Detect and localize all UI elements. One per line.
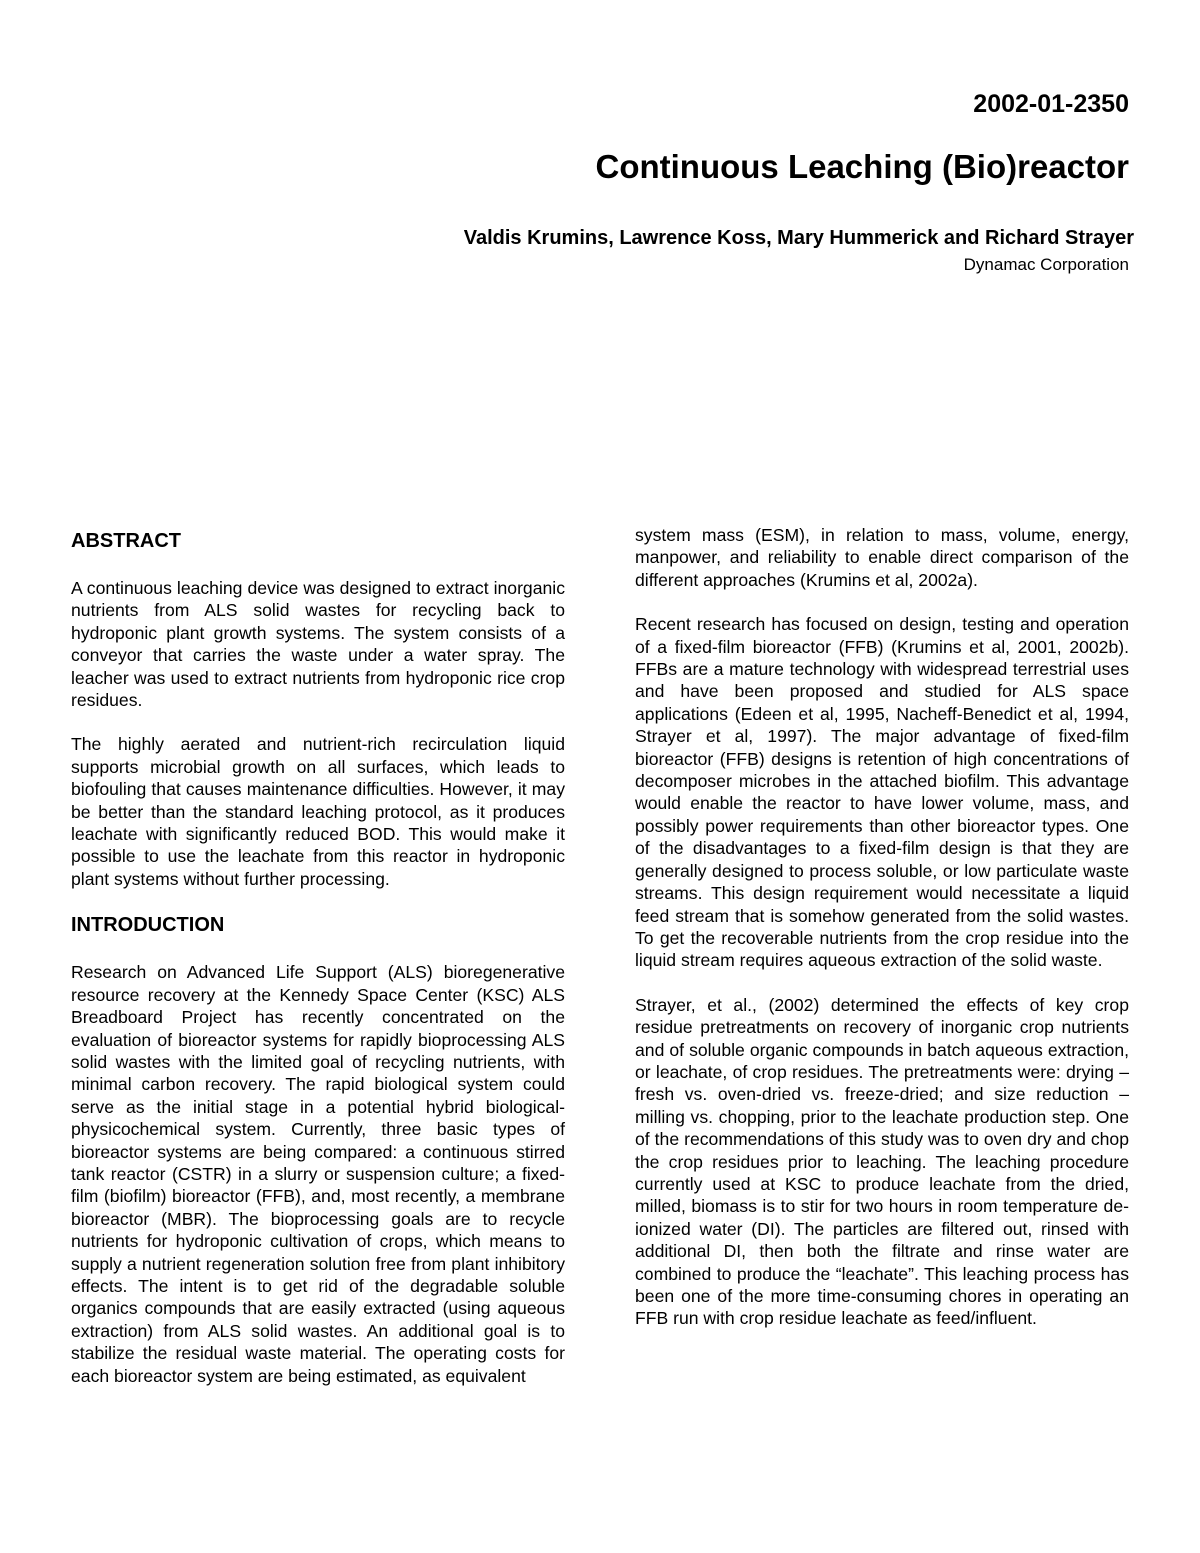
paper-number: 2002-01-2350 bbox=[973, 90, 1129, 118]
introduction-paragraph-continued: system mass (ESM), in relation to mass, volume, energy, manpower, and reliability to enable direct comparison of the different approaches (Krumins et al, 2002a). bbox=[635, 525, 1129, 590]
introduction-paragraph: Strayer, et al., (2002) determined the effects of key crop residue pretreatments on recovery of inorganic crop nutrients and of soluble organic compounds in batch aqueous extraction, or leachate, of crop residues. The pretreatments were: drying – fresh vs. oven-dried vs. freeze-dried; and size reduction – milling vs. chopping, prior to the leachate production step. One of the recommendations of this study was to oven dry and chop the crop residues prior to leaching. The leaching procedure currently used at KSC to produce leachate from the dried, milled, biomass is to stir for two hours in room temperature de-ionized water (DI). The particles are filtered out, rinsed with additional DI, then both the filtrate and rinse water are combined to produce the “leachate”. This leaching process has been one of the more time-consuming chores in operating an FFB run with crop residue leachate as feed/influent. bbox=[635, 994, 1129, 1329]
abstract-paragraph: A continuous leaching device was designed to extract inorganic nutrients from ALS solid wastes for recycling back to hydroponic plant growth systems. The system consists of a conveyor that carries the waste under a water spray. The leacher was used to extract nutrients from hydroponic rice crop residues. bbox=[71, 578, 565, 711]
right-column bbox=[635, 525, 1129, 1352]
introduction-paragraph: Research on Advanced Life Support (ALS) bioregenerative resource recovery at the Kennedy Space Center (KSC) ALS Breadboard Project has recently concentrated on the evaluation of bioreactor systems for rapidly bioprocessing ALS solid wastes with the limited goal of recycling nutrients, with minimal carbon recovery. The rapid biological system could serve as the initial stage in a potential hybrid biological-physicochemical system. Currently, three basic types of bioreactor systems are being compared: a continuous stirred tank reactor (CSTR) in a slurry or suspension culture; a fixed-film (biofilm) bioreactor (FFB), and, most recently, a membrane bioreactor (MBR). The bioprocessing goals are to recycle nutrients for hydroponic cultivation of crops, which means to supply a nutrient regeneration solution free from plant inhibitory effects. The intent is to get rid of the degradable soluble organics compounds that are easily extracted (using aqueous extraction) from ALS solid wastes. An additional goal is to stabilize the residual waste material. The operating costs for each bioreactor system are being estimated, as equivalent bbox=[71, 962, 565, 1386]
affiliation: Dynamac Corporation bbox=[963, 255, 1129, 274]
abstract-paragraph: The highly aerated and nutrient-rich recirculation liquid supports microbial growth on all surfaces, which leads to biofouling that causes maintenance difficulties. However, it may be better than the standard leaching protocol, as it produces leachate with significantly reduced BOD. This would make it possible to use the leachate from this reactor in hydroponic plant systems without further processing. bbox=[71, 734, 565, 889]
abstract-heading: ABSTRACT bbox=[71, 530, 181, 552]
left-column bbox=[71, 528, 565, 1409]
author-list: Valdis Krumins, Lawrence Koss, Mary Hummerick and Richard Strayer bbox=[463, 227, 1134, 249]
paper-title: Continuous Leaching (Bio)reactor bbox=[595, 148, 1129, 185]
introduction-paragraph: Recent research has focused on design, testing and operation of a fixed-film bioreactor (FFB) (Krumins et al, 2001, 2002b). FFBs are a mature technology with widespread terrestrial uses and have been proposed and studied for ALS space applications (Edeen et al, 1995, Nacheff-Benedict et al, 1994, Strayer et al, 1997). The major advantage of fixed-film bioreactor (FFB) designs is retention of high concentrations of decomposer microbes in the attached biofilm. This advantage would enable the reactor to have lower volume, mass, and possibly power requirements than other bioreactor types. One of the disadvantages to a fixed-film design is that they are generally designed to process soluble, or low particulate waste streams. This design requirement would necessitate a liquid feed stream that is somehow generated from the solid wastes. To get the recoverable nutrients from the crop residue into the liquid stream requires aqueous extraction of the solid waste. bbox=[635, 614, 1129, 971]
introduction-heading: INTRODUCTION bbox=[71, 914, 225, 937]
